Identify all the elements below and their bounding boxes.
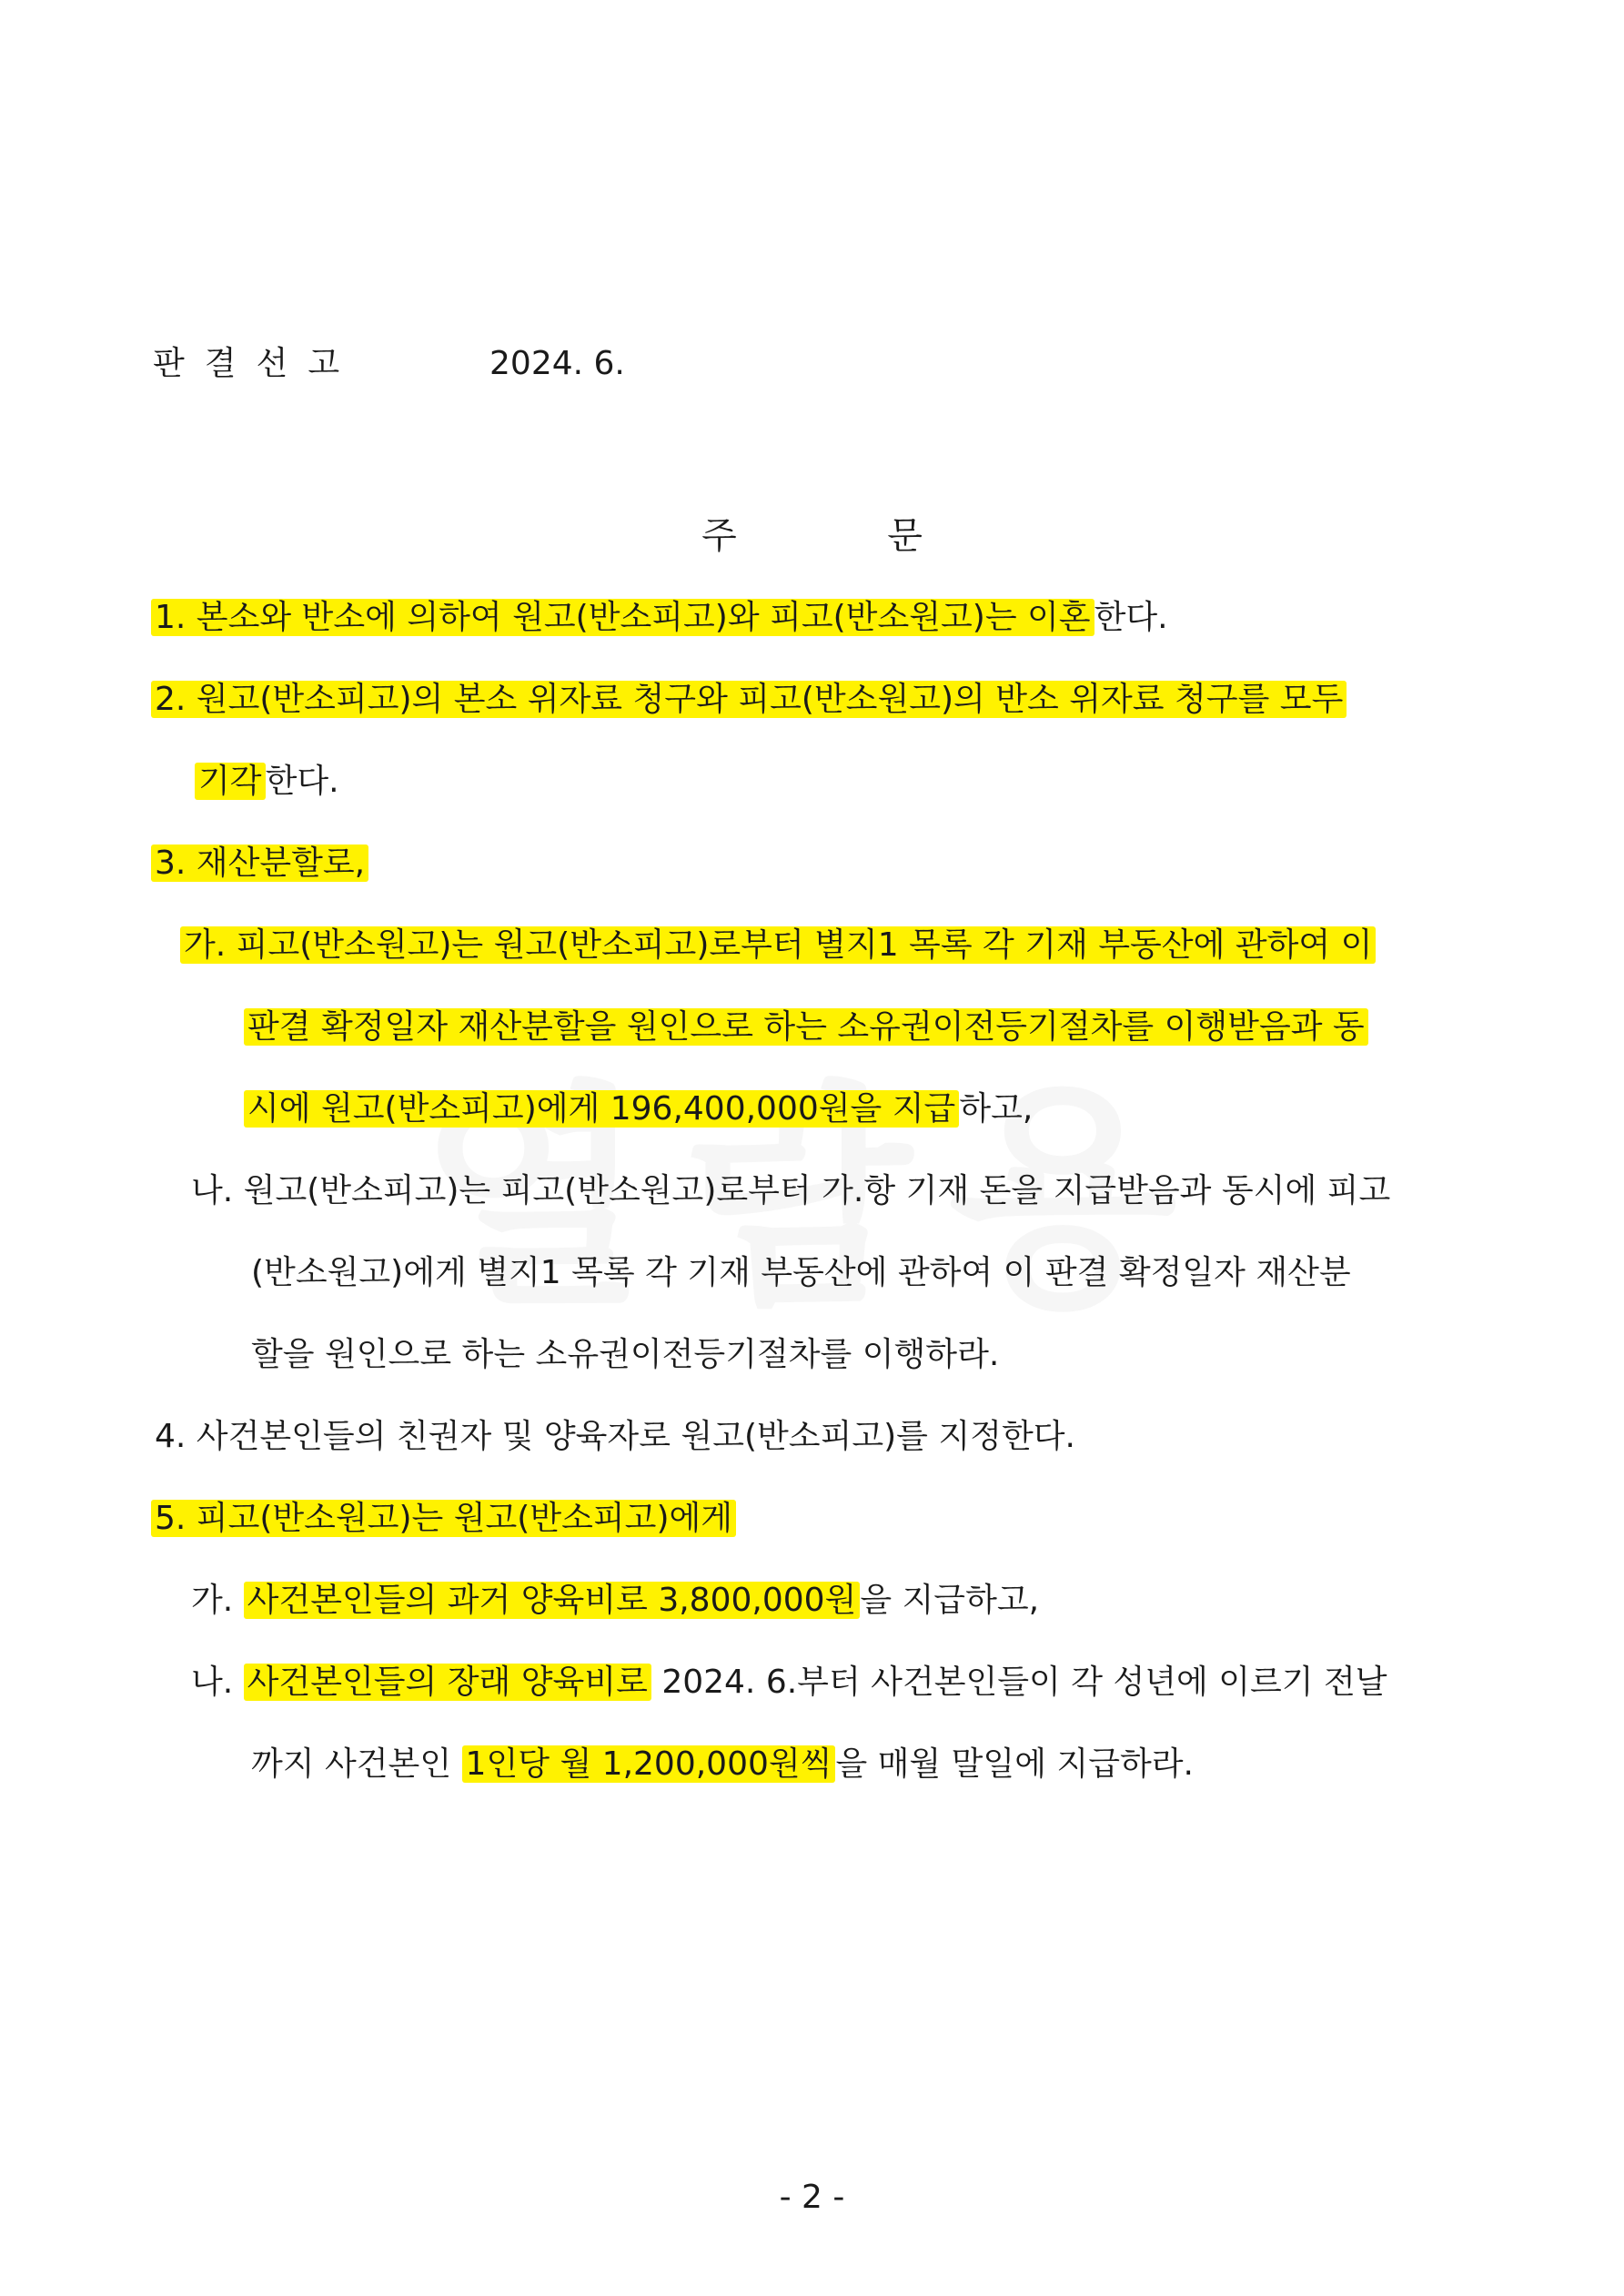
plain-text: 까지 사건본인 <box>251 1745 462 1783</box>
plain-text: 한다. <box>1094 599 1168 636</box>
plain-text: 나. <box>191 1664 244 1701</box>
item-5a <box>191 1579 1039 1623</box>
plain-text: 가. <box>191 1582 244 1619</box>
item-3b-line-1 <box>191 1169 1390 1213</box>
plain-text: 한다. <box>265 763 339 800</box>
item-3b-line-2 <box>251 1251 1351 1295</box>
highlighted-text: 1. 본소와 반소에 의하여 원고(반소피고)와 피고(반소원고)는 이혼 <box>151 599 1094 636</box>
plain-text: 을 지급하고, <box>860 1582 1040 1619</box>
verdict-date-value: 2024. 6. <box>489 345 625 382</box>
plain-text: 2024. 6.부터 사건본인들이 각 성년에 이르기 전날 <box>651 1664 1387 1701</box>
section-title-part2: 문 <box>887 515 923 557</box>
item-3b-line-3 <box>251 1333 999 1377</box>
highlighted-text: 시에 원고(반소피고)에게 196,400,000원을 지급 <box>244 1090 959 1128</box>
item-3 <box>151 842 368 885</box>
highlighted-text: 가. 피고(반소원고)는 원고(반소피고)로부터 별지1 목록 각 기재 부동산에 관하여 이 <box>180 926 1376 964</box>
section-title <box>0 507 1624 559</box>
highlighted-text: 1인당 월 1,200,000원씩 <box>462 1745 836 1783</box>
verdict-date-label: 판결선고 <box>153 345 360 382</box>
highlighted-text: 5. 피고(반소원고)는 원고(반소피고)에게 <box>151 1500 736 1537</box>
item-5 <box>151 1497 736 1541</box>
item-3a-line-3 <box>244 1087 1033 1131</box>
item-5b-line-2 <box>251 1743 1194 1786</box>
highlighted-text: 판결 확정일자 재산분할을 원인으로 하는 소유권이전등기절차를 이행받음과 동 <box>244 1008 1368 1046</box>
item-4 <box>155 1415 1075 1459</box>
item-2-line-1 <box>151 678 1347 722</box>
highlighted-text: 3. 재산분할로, <box>151 845 368 882</box>
page-number: - 2 - <box>779 2179 845 2216</box>
highlighted-text: 기각 <box>195 763 266 800</box>
item-1 <box>151 596 1168 640</box>
item-5b-line-1 <box>191 1661 1387 1704</box>
item-3a-line-2 <box>244 1006 1368 1049</box>
plain-text: 을 매월 말일에 지급하라. <box>835 1745 1194 1783</box>
plain-text: 나. 원고(반소피고)는 피고(반소원고)로부터 가.항 기재 돈을 지급받음과 동시에 피고 <box>191 1172 1391 1209</box>
plain-text: 할을 원인으로 하는 소유권이전등기절차를 이행하라. <box>251 1336 1000 1373</box>
item-3a-line-1 <box>180 924 1376 967</box>
plain-text: 하고, <box>959 1090 1034 1128</box>
item-2-line-2 <box>195 760 339 804</box>
highlighted-text: 사건본인들의 과거 양육비로 3,800,000원 <box>244 1582 861 1619</box>
highlighted-text: 2. 원고(반소피고)의 본소 위자료 청구와 피고(반소원고)의 반소 위자료 청구를 모두 <box>151 681 1347 718</box>
section-title-part1: 주 <box>701 515 737 557</box>
verdict-date-row <box>153 342 625 386</box>
plain-text: (반소원고)에게 별지1 목록 각 기재 부동산에 관하여 이 판결 확정일자 재산분 <box>251 1254 1351 1291</box>
highlighted-text: 사건본인들의 장래 양육비로 <box>244 1664 651 1701</box>
plain-text: 4. 사건본인들의 친권자 및 양육자로 원고(반소피고)를 지정한다. <box>155 1418 1075 1455</box>
